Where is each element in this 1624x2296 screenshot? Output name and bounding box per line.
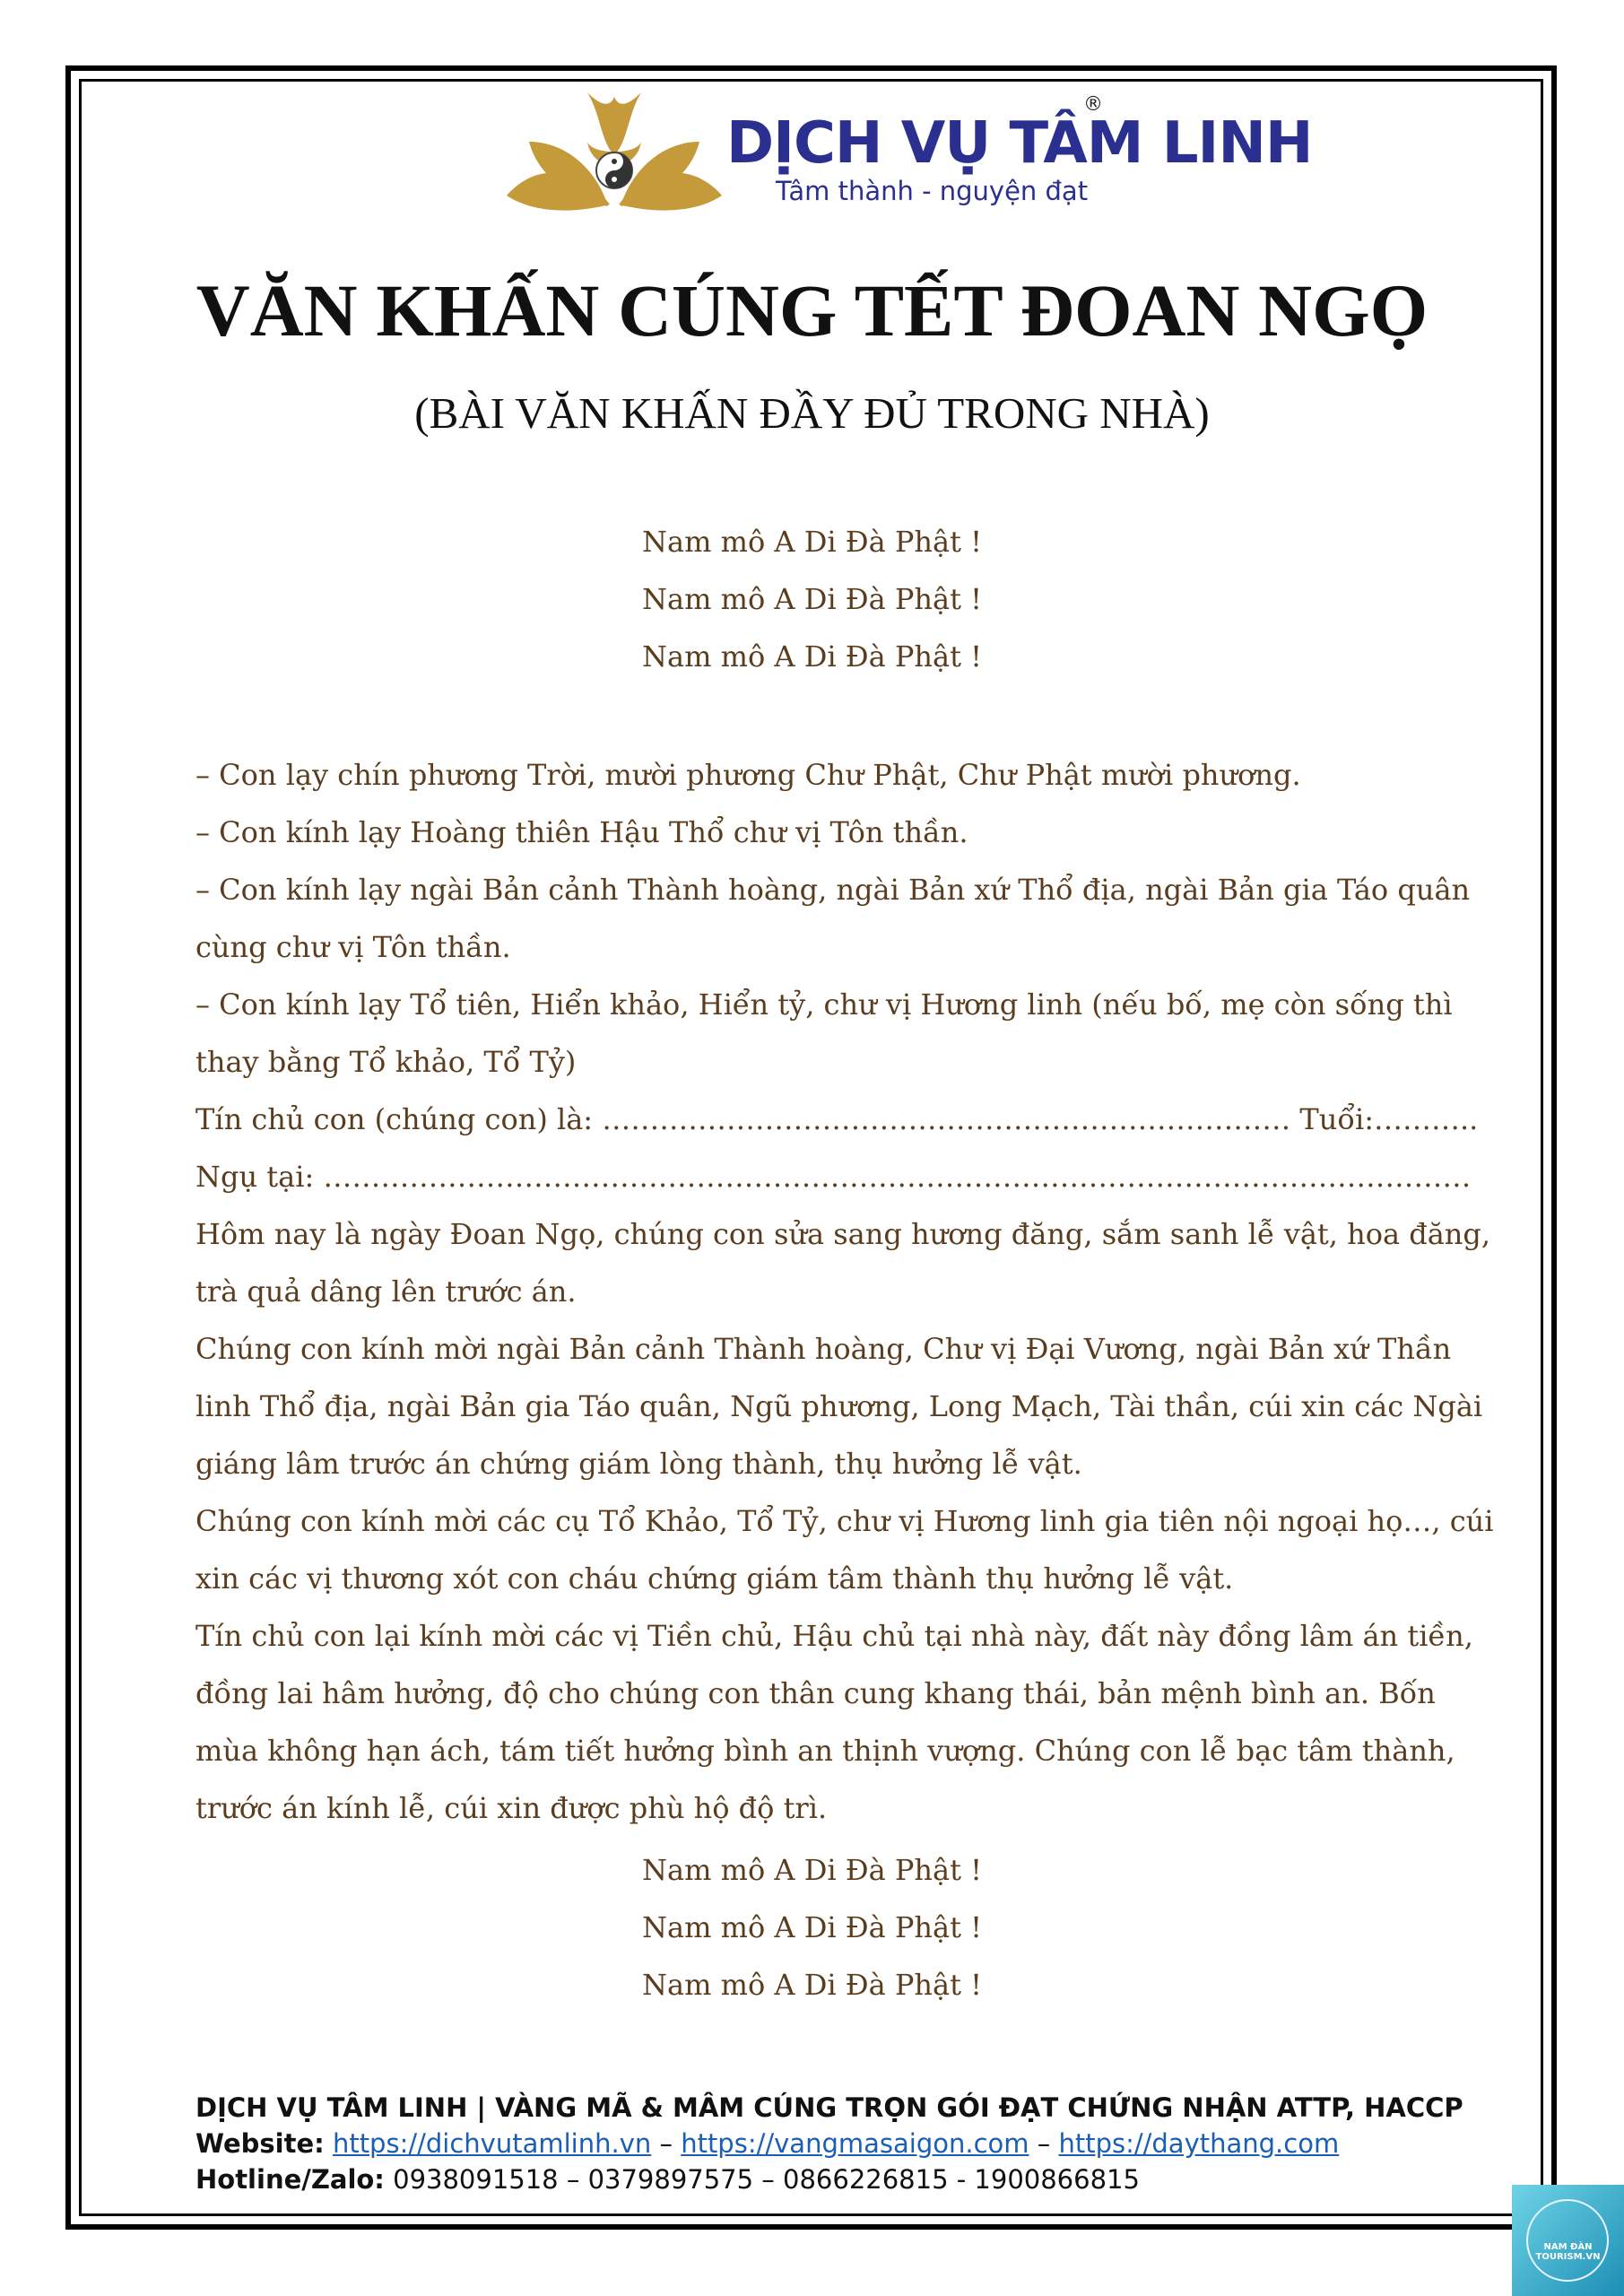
body-line: mùa không hạn ách, tám tiết hưởng bình an thịnh vượng. Chúng con lễ bạc tâm thành, — [195, 1734, 1455, 1768]
website-link-daythang[interactable]: https://daythang.com — [1058, 2128, 1340, 2159]
link-separator: – — [651, 2128, 682, 2159]
globe-icon — [1526, 2199, 1609, 2282]
footer-hotline-line — [195, 2164, 1140, 2195]
body-line: cùng chư vị Tôn thần. — [195, 930, 511, 964]
body-line: linh Thổ địa, ngài Bản gia Táo quân, Ngũ phương, Long Mạch, Tài thần, cúi xin các Ngài — [195, 1389, 1483, 1423]
body-line: Chúng con kính mời ngài Bản cảnh Thành hoàng, Chư vị Đại Vương, ngài Bản xứ Thần — [195, 1332, 1452, 1366]
website-link-dichvutamlinh[interactable]: https://dichvutamlinh.vn — [332, 2128, 652, 2159]
prayer-top — [0, 513, 1624, 685]
body-line: Tín chủ con (chúng con) là: ……………………………………………………………… Tuổi:……….. — [195, 1102, 1479, 1136]
watermark-badge — [1512, 2185, 1624, 2296]
document-title: VĂN KHẤN CÚNG TẾT ĐOAN NGỌ — [195, 269, 1429, 352]
lotus-icon — [502, 88, 726, 222]
body-line: trà quả dâng lên trước án. — [195, 1274, 577, 1309]
brand-name: DỊCH VỤ TÂM LINH — [726, 110, 1313, 177]
body-line: Hôm nay là ngày Đoan Ngọ, chúng con sửa sang hương đăng, sắm sanh lễ vật, hoa đăng, — [195, 1217, 1491, 1251]
website-link-vangmasaigon[interactable]: https://vangmasaigon.com — [681, 2128, 1029, 2159]
body-line: – Con kính lạy ngài Bản cảnh Thành hoàng, ngài Bản xứ Thổ địa, ngài Bản gia Táo quân — [195, 873, 1471, 907]
registered-mark: ® — [1083, 93, 1103, 116]
website-label: Website: — [195, 2128, 325, 2159]
prayer-bottom — [0, 1841, 1624, 2013]
prayer-line: Nam mô A Di Đà Phật ! — [642, 1968, 982, 2002]
body-line: Tín chủ con lại kính mời các vị Tiền chủ, Hậu chủ tại nhà này, đất này đồng lâm án tiền, — [195, 1619, 1473, 1653]
badge-line: NAM ĐÀN — [1543, 2242, 1593, 2252]
footer-website-line — [195, 2128, 1339, 2159]
prayer-body — [195, 746, 1494, 1837]
document-subtitle: (BÀI VĂN KHẤN ĐẦY ĐỦ TRONG NHÀ) — [414, 388, 1210, 438]
footer-service-text: DỊCH VỤ TÂM LINH | VÀNG MÃ & MÂM CÚNG TRỌN GÓI ĐẠT CHỨNG NHẬN ATTP, HACCP — [195, 2092, 1463, 2123]
body-line: xin các vị thương xót con cháu chứng giám tâm thành thụ hưởng lễ vật. — [195, 1561, 1234, 1596]
hotline-numbers: 0938091518 – 0379897575 – 0866226815 - 1900866815 — [384, 2164, 1140, 2195]
footer-service-line — [195, 2092, 1463, 2123]
body-line: – Con lạy chín phương Trời, mười phương Chư Phật, Chư Phật mười phương. — [195, 758, 1301, 792]
body-line: – Con kính lạy Tổ tiên, Hiển khảo, Hiển tỷ, chư vị Hương linh (nếu bố, mẹ còn sống thì — [195, 987, 1453, 1022]
body-line: Ngụ tại: ………………………………………………………………………………………………………… — [195, 1160, 1472, 1194]
prayer-line: Nam mô A Di Đà Phật ! — [642, 525, 982, 559]
body-line: Chúng con kính mời các cụ Tổ Khảo, Tổ Tỷ, chư vị Hương linh gia tiên nội ngoại họ…, cúi — [195, 1504, 1494, 1538]
hotline-label: Hotline/Zalo: — [195, 2164, 385, 2195]
body-line: giáng lâm trước án chứng giám lòng thành, thụ hưởng lễ vật. — [195, 1447, 1082, 1481]
prayer-line: Nam mô A Di Đà Phật ! — [642, 639, 982, 674]
brand-slogan: Tâm thành - nguyện đạt — [776, 176, 1089, 206]
link-separator: – — [1029, 2128, 1059, 2159]
body-line: – Con kính lạy Hoàng thiên Hậu Thổ chư vị Tôn thần. — [195, 815, 968, 849]
body-line: trước án kính lễ, cúi xin được phù hộ độ trì. — [195, 1791, 828, 1825]
brand-logo — [502, 88, 1313, 222]
body-line: đồng lai hâm hưởng, độ cho chúng con thân cung khang thái, bản mệnh bình an. Bốn — [195, 1676, 1436, 1710]
badge-line: TOURISM.VN — [1535, 2252, 1601, 2262]
prayer-line: Nam mô A Di Đà Phật ! — [642, 1853, 982, 1887]
prayer-line: Nam mô A Di Đà Phật ! — [642, 1910, 982, 1944]
prayer-line: Nam mô A Di Đà Phật ! — [642, 582, 982, 616]
body-line: thay bằng Tổ khảo, Tổ Tỷ) — [195, 1045, 577, 1079]
badge-text — [1512, 2242, 1624, 2262]
